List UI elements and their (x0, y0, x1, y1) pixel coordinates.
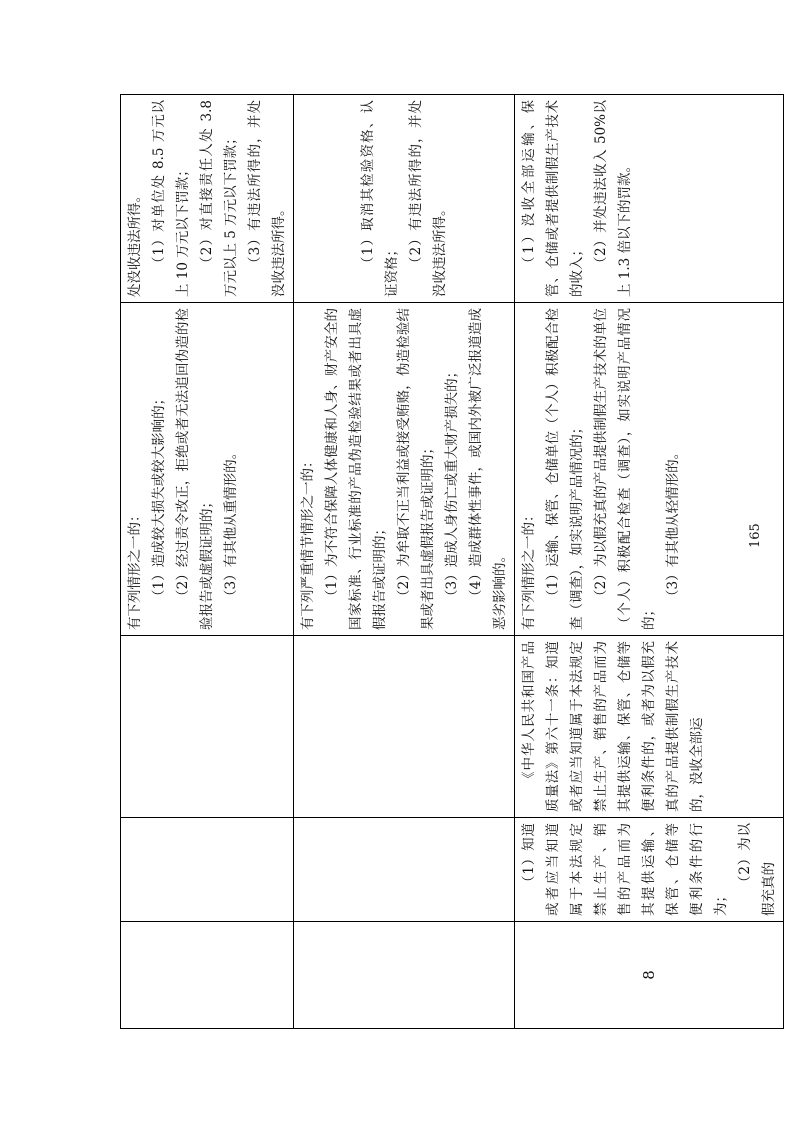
behavior-line: （2）为以假充真的 (737, 823, 777, 916)
penalty-cell (294, 95, 515, 303)
circumstance-line: 有下列情形之一的： (127, 508, 143, 630)
circumstance-line: （3）有其他从轻情形的。 (665, 445, 681, 603)
circumstance-line: （3）有其他从重情形的。 (223, 445, 239, 603)
penalty-line: （1）没收全部运输、保管、仓储或者提供制假生产技术的收入； (521, 100, 585, 297)
penalty-line: （3）有违法所得的，并处没收违法所得。 (247, 100, 287, 297)
basis-line: 《中华人民共和国产品质量法》第六十一条：知道或者应当知道属于本法规定禁止生产、销售的产品而为其提供运输、保管、仓储等便利条件的，或者为以假充真的产品提供制假生产技术的，没收全部运 (521, 641, 705, 812)
circumstance-line: 有下列情形之一的： (521, 508, 537, 630)
penalty-cell (121, 95, 294, 303)
circumstance-line: （2）经过责令改正，拒绝或者无法追回伪造的检验报告或虚假证明的； (175, 308, 215, 630)
penalty-line: （2）并处违法收入 50%以上 1.3 倍以下的罚款。 (593, 100, 633, 297)
circumstance-line: （1）运输、保管、仓储单位（个人）积极配合检查（调查），如实说明产品情况的； (545, 308, 585, 630)
circumstances-cell (515, 303, 784, 636)
page-number: 165 (748, 523, 763, 548)
circumstance-line: （1）为不符合保障人体健康和人身、财产安全的国家标准、行业标准的产品伪造检验结果或者出具虚假报告或证明的； (324, 308, 388, 630)
illegal-behavior-cell (515, 818, 784, 922)
legal-basis-cell (121, 636, 294, 818)
illegal-behavior-cell (121, 818, 294, 922)
circumstance-line: （1）造成较大损失或较大影响的； (151, 391, 167, 603)
penalty-line: （1）取消其检验资格、认证资格； (360, 100, 400, 297)
behavior-line: （1）知道或者应当知道属于本法规定禁止生产、销售的产品而为其提供运输、保管、仓储等便利条件的行为； (521, 823, 729, 916)
row-number (294, 922, 515, 1029)
circumstance-line: （4）造成群体性事件，或国内外被广泛报道造成恶劣影响的。 (468, 308, 508, 630)
table-row (121, 95, 294, 1029)
legal-basis-cell (515, 636, 784, 818)
penalty-line: （1）对单位处 8.5 万元以上 10 万元以下罚款； (151, 100, 191, 297)
table-row (294, 95, 515, 1029)
circumstance-line: 有下列严重情节情形之一的： (300, 454, 316, 630)
row-number: 8 (515, 922, 784, 1029)
penalty-line: （2）有违法所得的，并处没收违法所得。 (408, 100, 448, 297)
table-row (515, 95, 784, 1029)
legal-basis-cell (294, 636, 515, 818)
circumstance-line: （2）为以假充真的产品提供制假生产技术的单位（个人）积极配合检查（调查），如实说明产品情况的； (593, 308, 657, 630)
penalty-line: （2）对直接责任人处 3.8 万元以上 5 万元以下罚款； (199, 100, 239, 297)
circumstance-line: （2）为牟取不正当利益或接受贿赂，伪造检验结果或者出具虚假报告或证明的； (396, 308, 436, 630)
circumstances-cell (294, 303, 515, 636)
penalty-standards-table (120, 94, 784, 1029)
penalty-line: 处没收违法所得。 (127, 189, 143, 297)
penalty-cell (515, 95, 784, 303)
row-number (121, 922, 294, 1029)
circumstances-cell (121, 303, 294, 636)
circumstance-line: （3）造成人身伤亡或重大财产损失的； (444, 364, 460, 603)
illegal-behavior-cell (294, 818, 515, 922)
